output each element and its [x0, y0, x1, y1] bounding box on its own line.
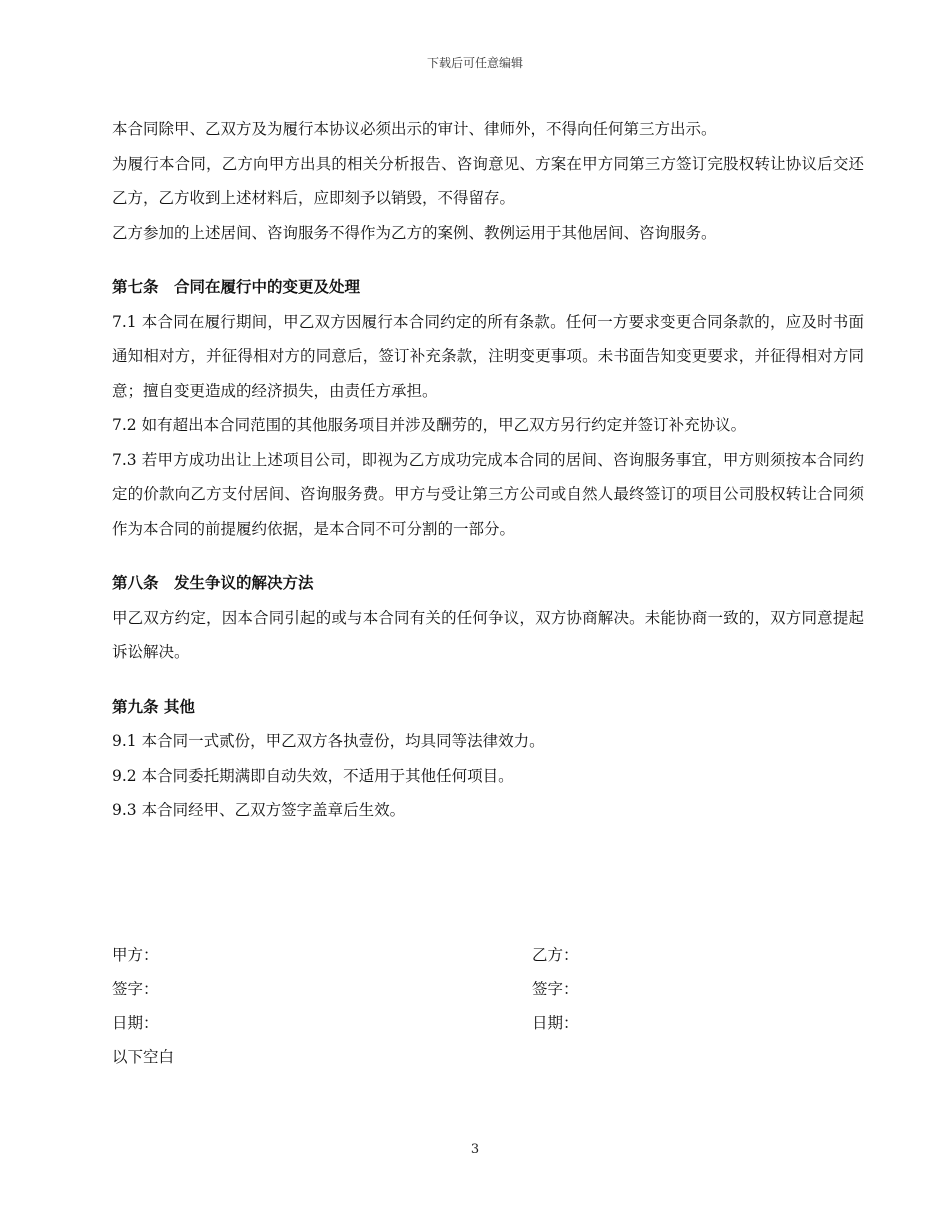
- article-9-clause-2: 9.2 本合同委托期满即自动失效，不适用于其他任何项目。: [112, 766, 514, 785]
- page-number: 3: [470, 1142, 480, 1157]
- intro-paragraph-2: 为履行本合同，乙方向甲方出具的相关分析报告、咨询意见、方案在甲方同第三方签订完股权转让协议后交还乙方，乙方收到上述材料后，应即刻予以销毁，不得留存。: [112, 154, 864, 207]
- intro-paragraph-3: 乙方参加的上述居间、咨询服务不得作为乙方的案例、教例运用于其他居间、咨询服务。: [112, 223, 717, 242]
- blank-below-note: 以下空白: [112, 1048, 175, 1066]
- header-note: 下载后可任意编辑: [426, 56, 523, 70]
- date-row: [112, 1006, 864, 1040]
- section-gap: [112, 546, 864, 566]
- party-row: [112, 938, 864, 972]
- signature-row: [112, 972, 864, 1006]
- party-a-date-label: 日期：: [112, 1014, 159, 1032]
- intro-paragraph-1: 本合同除甲、乙双方及为履行本协议必须出示的审计、律师外，不得向任何第三方出示。: [112, 120, 717, 138]
- party-b-label: 乙方：: [532, 946, 579, 964]
- party-b-signature-label: 签字：: [532, 980, 579, 998]
- article-8-heading: 第八条 发生争议的解决方法: [112, 573, 314, 592]
- article-8-paragraph: 甲乙双方约定，因本合同引起的或与本合同有关的任何争议，双方协商解决。未能协商一致的，双方同意提起诉讼解决。: [112, 608, 864, 661]
- document-body: [112, 112, 864, 828]
- article-7-clause-3: 7.3 若甲方成功出让上述项目公司，即视为乙方成功完成本合同的居间、咨询服务事宜，甲方则须按本合同约定的价款向乙方支付居间、咨询服务费。甲方与受让第三方公司或自然人最终签订的项目公司股权转让合同须作为本合同的前提履约依据，是本合同不可分割的一部分。: [112, 450, 864, 538]
- article-9-clause-3: 9.3 本合同经甲、乙双方签字盖章后生效。: [112, 801, 406, 819]
- signature-block: [112, 938, 864, 1074]
- article-9-clause-1: 9.1 本合同一式贰份，甲乙双方各执壹份，均具同等法律效力。: [112, 732, 545, 750]
- party-b-date-label: 日期：: [532, 1014, 579, 1032]
- article-9-heading: 第九条 其他: [112, 696, 195, 716]
- section-gap: [112, 670, 864, 690]
- article-7-clause-2: 7.2 如有超出本合同范围的其他服务项目并涉及酬劳的，甲乙双方另行约定并签订补充协议。: [112, 416, 747, 434]
- section-gap: [112, 250, 864, 270]
- article-7-clause-1: 7.1 本合同在履行期间，甲乙双方因履行本合同约定的所有条款。任何一方要求变更合同条款的，应及时书面通知相对方，并征得相对方的同意后，签订补充条款，注明变更事项。未书面告知变更要求，并征得相对方同意；擅自变更造成的经济损失，由责任方承担。: [112, 312, 864, 400]
- party-a-label: 甲方：: [112, 946, 159, 964]
- article-7-heading: 第七条 合同在履行中的变更及处理: [112, 277, 361, 296]
- party-a-signature-label: 签字：: [112, 980, 159, 998]
